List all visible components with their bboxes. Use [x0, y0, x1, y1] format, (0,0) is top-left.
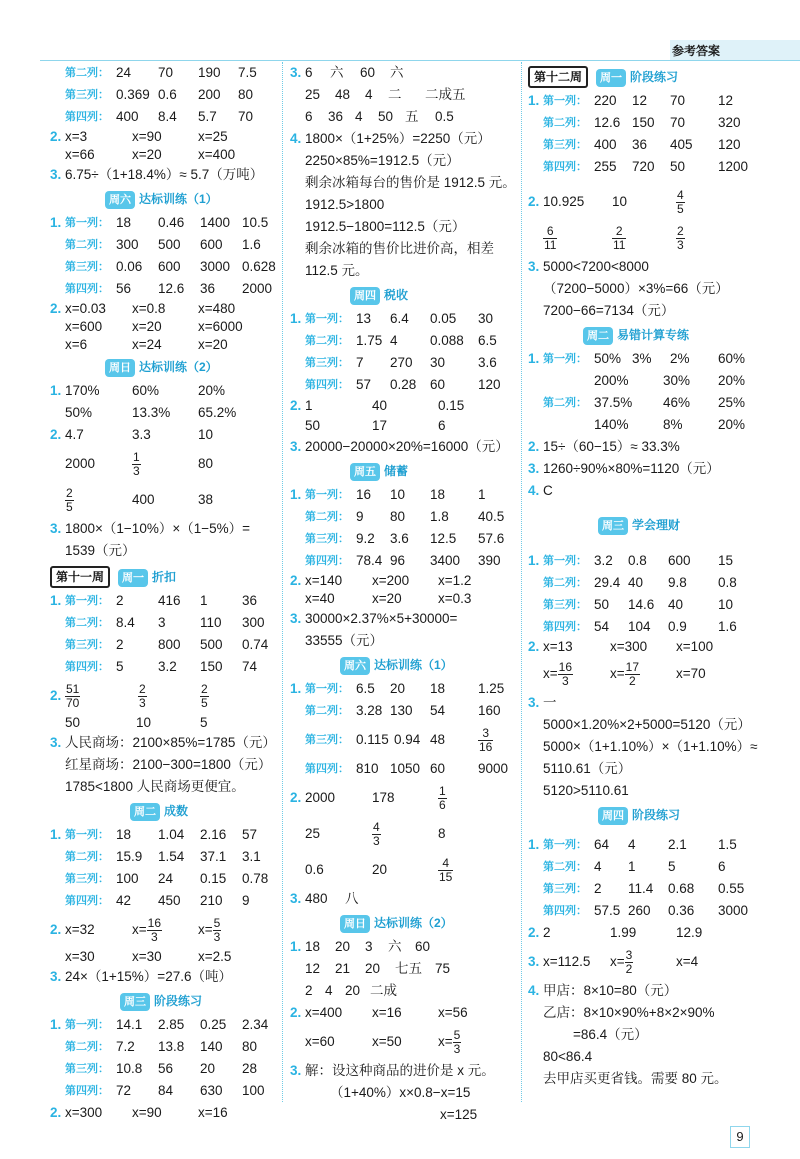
- fraction: $\frac{2}{3}$: [139, 681, 146, 710]
- answer-row: x=30 x=30 x=2.5: [65, 949, 232, 964]
- answer-row: 3. 24×（1+15%）=27.6（吨）: [50, 969, 232, 984]
- section-heading: 周日 达标训练（2）: [50, 354, 278, 380]
- section-heading: 第十一周 周一 折扣: [50, 562, 278, 590]
- answer-row: 5000×（1+1.10%）×（1+1.10%）≈: [543, 739, 758, 754]
- fraction: $\frac{5}{3}$: [453, 1027, 461, 1056]
- answer-row: =86.4（元）: [573, 1027, 648, 1042]
- section-heading: 周六 达标训练（1）: [290, 652, 518, 678]
- section-heading: 周四 税收: [290, 282, 518, 308]
- answer-row: x=40 x=20 x=0.3: [305, 591, 472, 606]
- answer-row: 6 36 4 50 五 0.5: [305, 109, 454, 124]
- answer-row: x=6 x=24 x=20: [65, 337, 228, 352]
- answer-row: 2. 15÷（60−15）≈ 33.3%: [528, 439, 680, 454]
- answer-row: 3. 30000×2.37%×5+30000=: [290, 611, 458, 626]
- fraction: $\frac{2}{5}$: [201, 681, 208, 710]
- answer-row: 2. 2000 178 $\frac{1}{6}$: [290, 783, 446, 812]
- answer-row: 5120>5110.61: [543, 783, 629, 798]
- section-heading: 周四 阶段练习: [528, 802, 768, 828]
- answer-row: 1912.5−1800=112.5（元）: [305, 219, 466, 234]
- section-heading: 周六 达标训练（1）: [50, 186, 278, 212]
- answer-row: 第四列： 42 450 210 9: [65, 893, 250, 908]
- answer-row: 2. x=3 x=90 x=25: [50, 129, 228, 144]
- answer-row: 1. 第一列： 3.2 0.8 600 15: [528, 553, 734, 568]
- answer-row: 第四列： 5 3.2 150 74: [65, 659, 258, 674]
- answer-row: 2. x=140 x=200 x=1.2: [290, 573, 472, 588]
- answer-row: 1. 第一列： 16 10 18 1: [290, 487, 486, 502]
- fraction: $\frac{3}{16}$: [479, 725, 493, 754]
- answer-row: 1. 第一列： 6.5 20 18 1.25: [290, 681, 505, 696]
- answer-row: 3. 人民商场：2100×85%=1785（元）: [50, 735, 276, 750]
- answer-row: 第二列： 29.4 40 9.8 0.8: [543, 575, 737, 590]
- answer-row: 1. 第一列： 14.1 2.85 0.25 2.34: [50, 1017, 269, 1032]
- fraction: $\frac{16}{3}$: [558, 659, 572, 688]
- section-heading: 周五 储蓄: [290, 458, 518, 484]
- answer-row: 2250×85%=1912.5（元）: [305, 153, 460, 168]
- answer-row: 去甲店买更省钱。需要 80 元。: [543, 1071, 728, 1086]
- answer-row: 2. 4.7 3.3 10: [50, 427, 214, 442]
- answer-row: 200% 30% 20%: [594, 373, 746, 388]
- section-heading: 周三 学会理财: [528, 502, 768, 542]
- fraction: $\frac{51}{70}$: [66, 681, 80, 710]
- section-heading: 周二 易错计算专练: [528, 322, 768, 348]
- answer-row: 7200−66=7134（元）: [543, 303, 675, 318]
- answer-row: 3. 20000−20000×20%=16000（元）: [290, 439, 509, 454]
- answer-row: $\frac{2}{5}$ 400 38: [66, 485, 214, 514]
- answer-row: 第三列： 50 14.6 40 10: [543, 597, 734, 612]
- answer-row: 剩余冰箱每台的售价是 1912.5 元。: [305, 175, 516, 190]
- fraction: $\frac{5}{3}$: [213, 915, 221, 944]
- fraction: $\frac{2}{5}$: [66, 485, 73, 514]
- header-title: 参考答案: [672, 44, 721, 58]
- answer-row: 第四列： 54 104 0.9 1.6: [543, 619, 737, 634]
- header-rule: [40, 60, 800, 61]
- answer-row: 4. C: [528, 483, 553, 498]
- answer-row: 乙店：8×10×90%+8×2×90%: [543, 1005, 715, 1020]
- answer-row: 3. 一: [528, 695, 557, 710]
- answer-row: 2. 10.925 10 $\frac{4}{5}$: [528, 187, 684, 216]
- fraction: $\frac{3}{2}$: [625, 947, 633, 976]
- answer-row: 1. 170% 60% 20%: [50, 383, 226, 398]
- answer-row: 2000 $\frac{1}{3}$ 80: [65, 449, 214, 478]
- answer-row: 第三列： 0.06 600 3000 0.628: [65, 259, 276, 274]
- answer-row: 第四列： 255 720 50 1200: [543, 159, 749, 174]
- answer-row: 33555（元）: [305, 633, 384, 648]
- answer-row: 第四列： 400 8.4 5.7 70: [65, 109, 254, 124]
- answer-row: 2. x=32 x= $\frac{16}{3}$ x= $\frac{5}{3}$: [50, 915, 221, 944]
- section-heading: 周日 达标训练（2）: [290, 910, 518, 936]
- answer-row: 2. x=400 x=16 x=56: [290, 1005, 468, 1020]
- answer-row: 1. 第一列： 64 4 2.1 1.5: [528, 837, 737, 852]
- answer-row: 2. x=0.03 x=0.8 x=480: [50, 301, 236, 316]
- answer-row: 1. 第一列： 2 416 1 36: [50, 593, 258, 608]
- answer-row: 第二列： 3.28 130 54 160: [305, 703, 501, 718]
- answer-row: （7200−5000）×3%=66（元）: [543, 281, 729, 296]
- answer-row: 第二列： 15.9 1.54 37.1 3.1: [65, 849, 261, 864]
- answer-row: [528, 220, 768, 256]
- answer-row: 3. 5000<7200<8000: [528, 259, 649, 274]
- answer-row: 2. x=300 x=90 x=16: [50, 1105, 228, 1120]
- answer-row: x=60 x=50 x= $\frac{5}{3}$: [305, 1027, 461, 1056]
- fraction: $\frac{2}{11}$: [613, 223, 626, 252]
- fraction: $\frac{17}{2}$: [625, 659, 639, 688]
- answer-row: 2 4 20 二成: [305, 983, 397, 998]
- answer-row: 5110.61（元）: [543, 761, 632, 776]
- answer-row: 80<86.4: [543, 1049, 593, 1064]
- answer-row: 1. 第一列： 18 1.04 2.16 57: [50, 827, 258, 842]
- answer-row: 红星商场：2100−300=1800（元）: [65, 757, 272, 772]
- answer-row: 第二列： 12.6 150 70 320: [543, 115, 741, 130]
- answer-row: 第三列： 2 11.4 0.68 0.55: [543, 881, 745, 896]
- answer-row: 1912.5>1800: [305, 197, 385, 212]
- answer-row: 第二列： 37.5% 46% 25%: [543, 395, 746, 410]
- section-heading: 周二 成数: [50, 798, 278, 824]
- answer-row: 1. 第一列： 220 12 70 12: [528, 93, 734, 108]
- column-3: [528, 62, 768, 1090]
- answer-row: 第四列： 57 0.28 60 120: [305, 377, 501, 392]
- answer-row: 3. x=112.5 x= $\frac{3}{2}$ x=4: [528, 947, 699, 976]
- answer-row: 第三列： 400 36 405 120: [543, 137, 741, 152]
- answer-row: 3. 480 八: [290, 891, 359, 906]
- answer-row: 2. $\frac{51}{70}$ $\frac{2}{3}$ $\frac{2}{5}$: [50, 681, 208, 710]
- answer-row: 第三列： 2 800 500 0.74: [65, 637, 269, 652]
- answer-row: 1785<1800 人民商场更便宜。: [65, 779, 245, 794]
- answer-row: 1. 第一列： 50% 3% 2% 60%: [528, 351, 746, 366]
- column-divider-2: [521, 62, 522, 1102]
- answer-row: 第二列： 24 70 190 7.5: [65, 65, 257, 80]
- answer-row: 140% 8% 20%: [594, 417, 746, 432]
- section-heading: 第十二周 周一 阶段练习: [528, 62, 768, 90]
- answer-row: （1+40%）x×0.8−x=15: [330, 1085, 471, 1100]
- answer-row: 第二列： 9 80 1.8 40.5: [305, 509, 505, 524]
- answer-row: 第四列： 72 84 630 100: [65, 1083, 265, 1098]
- answer-row: 12 21 20 七五 75: [305, 961, 451, 976]
- answer-row: 50 17 6: [305, 418, 446, 433]
- answer-row: x=66 x=20 x=400: [65, 147, 236, 162]
- answer-row: 第二列： 4 1 5 6: [543, 859, 726, 874]
- answer-row: 50 10 5: [65, 715, 208, 730]
- answer-row: 剩余冰箱的售价比进价高，相差: [305, 241, 494, 256]
- answer-row: 3. 6.75÷（1+18.4%）≈ 5.7（万吨）: [50, 167, 264, 182]
- answer-row: x= $\frac{16}{3}$ x= $\frac{17}{2}$ x=70: [543, 659, 706, 688]
- answer-row: 第二列： 7.2 13.8 140 80: [65, 1039, 258, 1054]
- answer-row: 第三列： 10.8 56 20 28: [65, 1061, 258, 1076]
- answer-row: 50% 13.3% 65.2%: [65, 405, 237, 420]
- answer-row: 25 $\frac{4}{3}$ 8: [305, 819, 446, 848]
- answer-row: 第四列： 57.5 260 0.36 3000: [543, 903, 749, 918]
- answer-row: 5000×1.20%×2+5000=5120（元）: [543, 717, 751, 732]
- header-bar: [670, 40, 800, 60]
- answer-row: 第四列： 56 12.6 36 2000: [65, 281, 273, 296]
- answer-row: 第三列： 9.2 3.6 12.5 57.6: [305, 531, 505, 546]
- answer-row: 1. 第一列： 18 0.46 1400 10.5: [50, 215, 269, 230]
- fraction: $\frac{1}{3}$: [133, 449, 140, 478]
- page-number: 9: [730, 1126, 750, 1148]
- fraction: $\frac{2}{3}$: [677, 223, 684, 252]
- fraction: $\frac{4}{5}$: [677, 187, 684, 216]
- answer-row: 1. 18 20 3 六 60: [290, 939, 431, 954]
- column-2: [290, 62, 518, 1126]
- answer-row: 第二列： 8.4 3 110 300: [65, 615, 265, 630]
- section-heading: 周三 阶段练习: [50, 988, 278, 1014]
- fraction: $\frac{1}{6}$: [439, 783, 446, 812]
- column-divider-1: [282, 62, 283, 1102]
- answer-row: 0.6 20 $\frac{4}{15}$: [305, 855, 453, 884]
- answer-row: 第三列： 100 24 0.15 0.78: [65, 871, 269, 886]
- answer-row: 112.5 元。: [305, 263, 369, 278]
- answer-row: 4. 甲店：8×10=80（元）: [528, 983, 678, 998]
- fraction: $\frac{4}{15}$: [439, 855, 453, 884]
- answer-row: 第三列： 7 270 30 3.6: [305, 355, 497, 370]
- answer-row: x=600 x=20 x=6000: [65, 319, 243, 334]
- answer-row: 第四列： 810 1050 60 9000: [305, 761, 509, 776]
- answer-row: 1. 第一列： 13 6.4 0.05 30: [290, 311, 494, 326]
- answer-row: 3. 1260÷90%×80%=1120（元）: [528, 461, 720, 476]
- answer-row: 1539（元）: [65, 543, 136, 558]
- answer-row: 第四列： 78.4 96 3400 390: [305, 553, 501, 568]
- answer-row: 2. 2 1.99 12.9: [528, 925, 703, 940]
- answer-row: 2. 1 40 0.15: [290, 398, 465, 413]
- answer-row: 2. x=13 x=300 x=100: [528, 639, 714, 654]
- answer-row: 第二列： 1.75 4 0.088 6.5: [305, 333, 497, 348]
- answer-row: 第二列： 300 500 600 1.6: [65, 237, 261, 252]
- fraction: $\frac{16}{3}$: [147, 915, 161, 944]
- answer-row: 第三列： 0.115 0.94 48 $\frac{3}{16}$: [305, 725, 493, 754]
- answer-row: 3. 1800×（1−10%）×（1−5%）=: [50, 521, 250, 536]
- answer-row: 3. 解：设这种商品的进价是 x 元。: [290, 1063, 495, 1078]
- answer-row: 第三列： 0.369 0.6 200 80: [65, 87, 254, 102]
- answer-row: 25 48 4 二 二成五: [305, 87, 466, 102]
- answer-row: 4. 1800×（1+25%）=2250（元）: [290, 131, 491, 146]
- column-1: [50, 62, 278, 1124]
- fraction: $\frac{6}{11}$: [544, 223, 557, 252]
- answer-row: 3. 6 六 60 六: [290, 65, 404, 80]
- fraction: $\frac{4}{3}$: [373, 819, 380, 848]
- answer-row: x=125: [440, 1107, 478, 1122]
